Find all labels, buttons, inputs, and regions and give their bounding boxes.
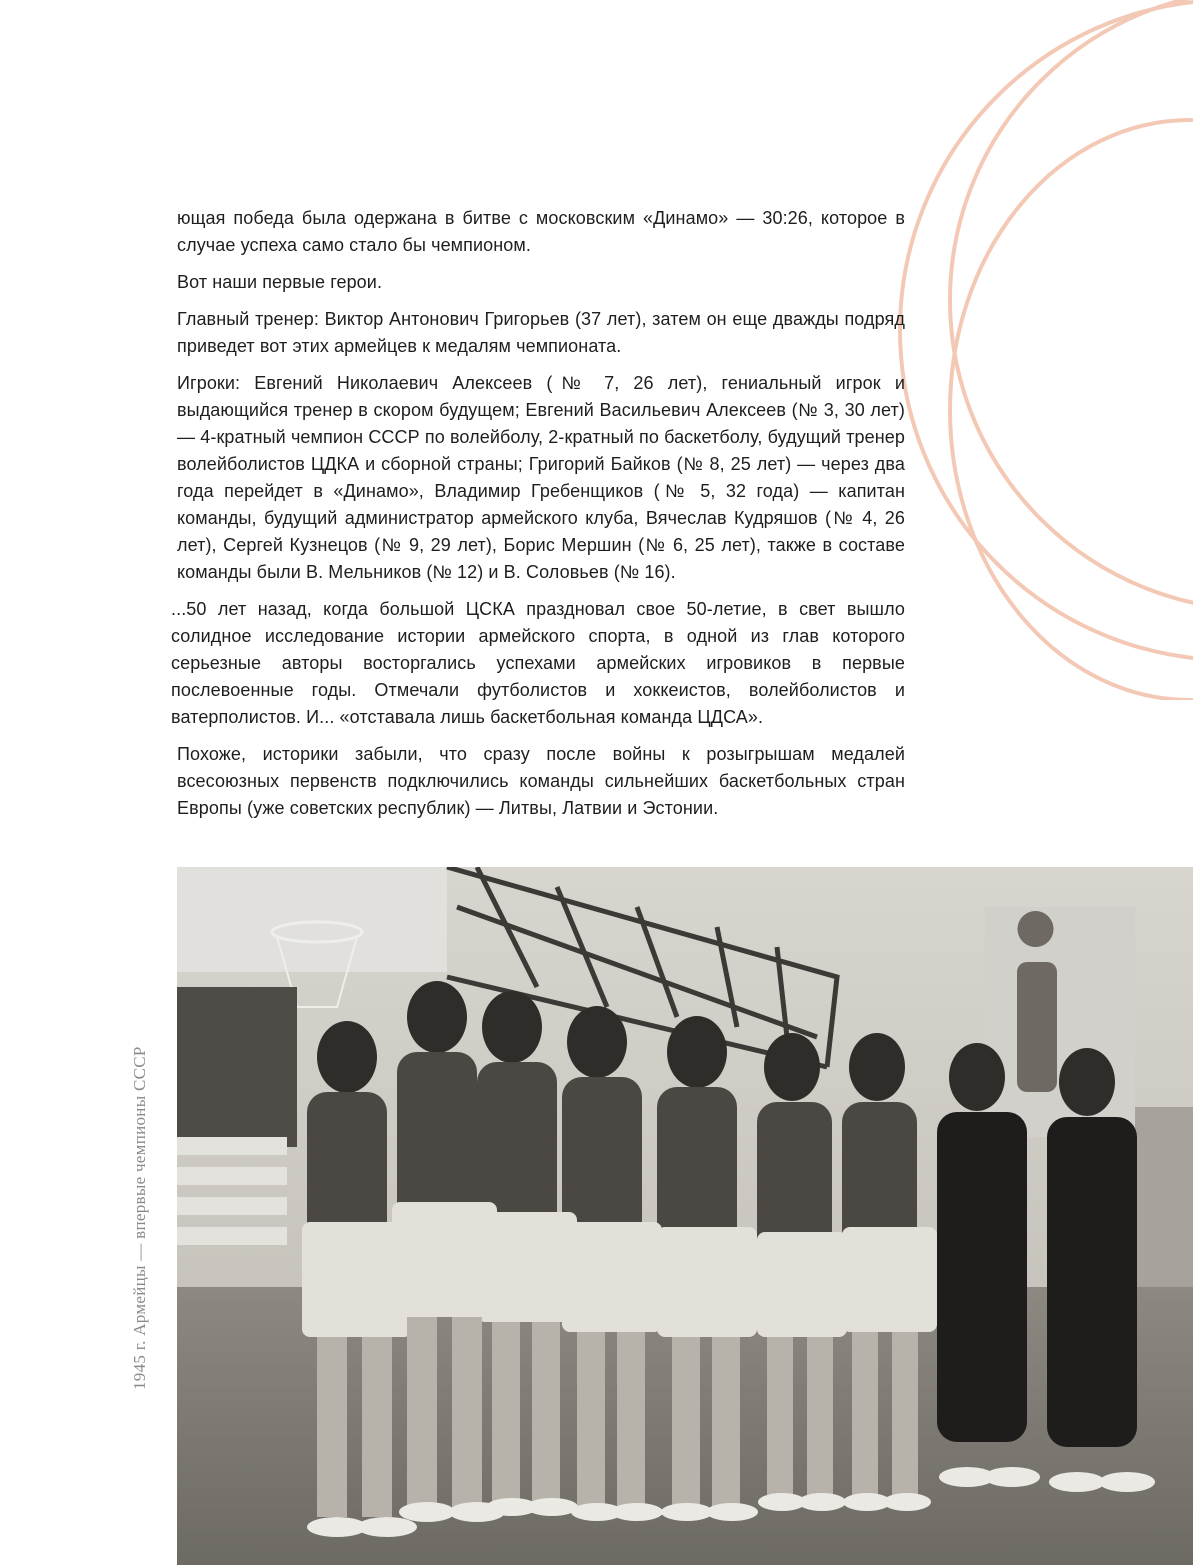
- team-photo-image: [177, 867, 1193, 1565]
- decor-circle-small: [950, 0, 1193, 610]
- decor-circle-large: [900, 0, 1193, 660]
- running-title: 1945 г. Армейцы — впервые чемпионы СССР: [130, 1046, 149, 1390]
- paragraph-3: Главный тренер: Виктор Антонович Григорьев (37 лет), затем он еще дважды подряд приведет вот этих армейцев к медалям чемпионата.: [177, 309, 905, 356]
- article-text: [171, 205, 905, 832]
- paragraph-2: Вот наши первые герои.: [177, 272, 383, 292]
- paragraph-6: Похоже, историки забыли, что сразу после войны к розыгрышам медалей всесоюзных первенств подключились команды сильнейших баскетбольных стран Европы (уже советских республик) — Литвы, Латвии и Эстонии.: [177, 744, 905, 818]
- team-photo: [177, 867, 1193, 1565]
- paragraph-1: ющая победа была одержана в битве с московским «Динамо» — 30:26, которое в случае успеха само стало бы чемпионом.: [177, 208, 905, 255]
- paragraph-5: ...50 лет назад, когда большой ЦСКА праздновал свое 50-летие, в свет вышло солидное исследование истории армейского спорта, в одной из глав которого серьезные авторы восторгались успехами армейских игровиков в первые послевоенные годы. Отмечали футболистов и хоккеистов, волейболистов и ватерполистов. И... «отставала лишь баскетбольная команда ЦДСА».: [171, 599, 905, 727]
- decor-ellipse: [950, 120, 1193, 700]
- paragraph-4: Игроки: Евгений Николаевич Алексеев (№ 7, 26 лет), гениальный игрок и выдающийся тренер в скором будущем; Евгений Васильевич Алексеев (№ 3, 30 лет) — 4-кратный чемпион СССР по волейболу, 2-кратный по баскетболу, будущий тренер волейболистов ЦДКА и сборной страны; Григорий Байков (№ 8, 25 лет) — через два года перейдет в «Динамо», Владимир Гребенщиков (№ 5, 32 года) — капитан команды, будущий администратор армейского клуба, Вячеслав Кудряшов (№ 4, 26 лет), Сергей Кузнецов (№ 9, 29 лет), Борис Мершин (№ 6, 25 лет), также в составе команды были В. Мельников (№ 12) и В. Соловьев (№ 16).: [177, 373, 905, 582]
